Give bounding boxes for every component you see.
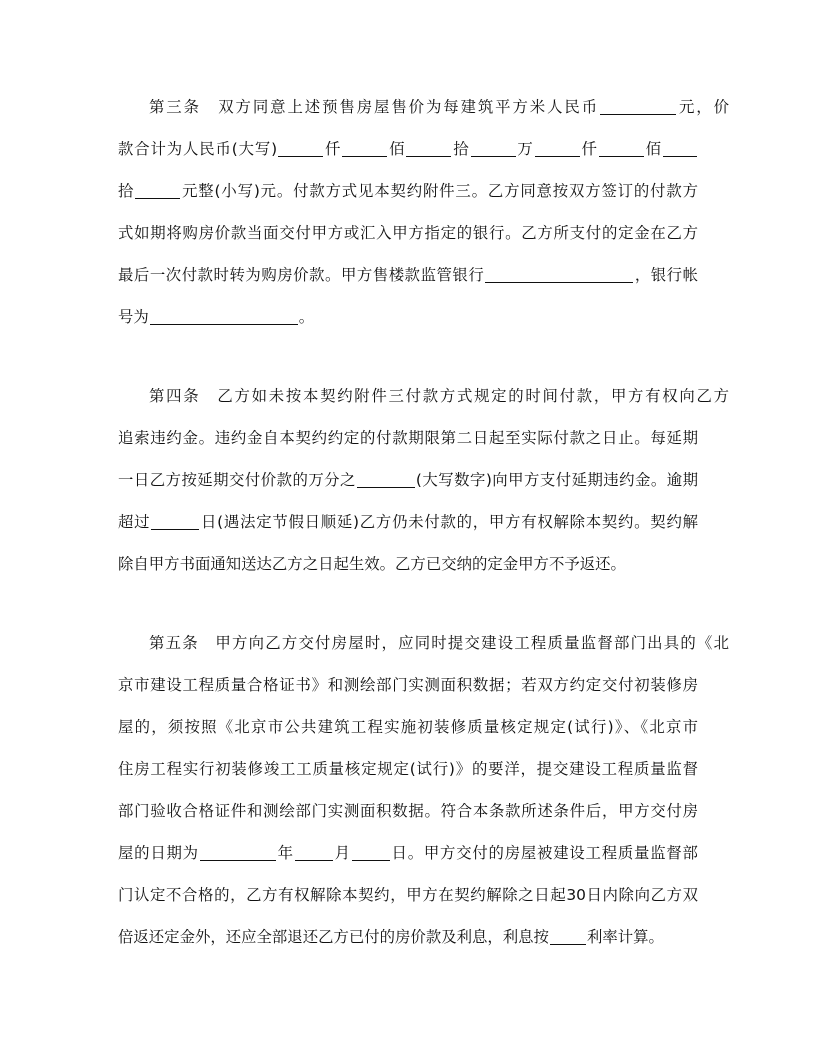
text: (大写数字)向甲方支付延期违约金。逾期	[415, 471, 698, 489]
text: 仟	[324, 140, 342, 158]
text: 日。甲方交付的房屋被建设工程质量监督部	[390, 844, 698, 862]
text: 最后一次付款时转为购房价款。甲方售楼款监管银行	[118, 266, 485, 284]
overdue-days-blank[interactable]	[151, 513, 199, 530]
article-4-line-3	[118, 467, 698, 493]
text: ，银行帐	[634, 266, 698, 284]
article-5-line-1: 第五条 甲方向乙方交付房屋时，应同时提交建设工程质量监督部门出具的《北	[149, 634, 729, 652]
text: 利率计算。	[586, 928, 664, 946]
article-5-line-7: 门认定不合格的，乙方有权解除本契约，甲方在契约解除之日起30日内除向乙方双	[118, 886, 698, 904]
text: 年	[276, 844, 294, 862]
blank[interactable]	[599, 140, 644, 157]
text: 仟	[580, 140, 598, 158]
delivery-month-blank[interactable]	[295, 844, 333, 861]
article-5-line-6	[118, 840, 698, 866]
text: 屋的日期为	[118, 844, 199, 862]
text: 拾	[118, 182, 135, 200]
article-3-line-5	[118, 262, 698, 288]
price-per-sqm-blank[interactable]	[600, 98, 676, 115]
text: 一日乙方按延期交付价款的万分之	[118, 471, 356, 489]
blank[interactable]	[535, 140, 580, 157]
blank[interactable]	[663, 140, 697, 157]
text: 元整(小写)元。付款方式见本契约附件三。乙方同意按双方签订的付款方	[181, 182, 698, 200]
text: 第三条 双方同意上述预售房屋售价为每建筑平方米人民币	[149, 98, 600, 116]
article-5-line-4: 住房工程实行初装修竣工工质量核定规定(试行)》的要洋，提交建设工程质量监督	[118, 760, 698, 778]
interest-rate-blank[interactable]	[550, 928, 586, 945]
delivery-day-blank[interactable]	[352, 844, 390, 861]
blank[interactable]	[342, 140, 387, 157]
blank[interactable]	[278, 140, 323, 157]
text: 佰	[644, 140, 662, 158]
article-4-line-1: 第四条 乙方如未按本契约附件三付款方式规定的时间付款，甲方有权向乙方	[149, 387, 729, 405]
article-5-line-8	[118, 924, 664, 950]
text: 款合计为人民币(大写)	[118, 140, 278, 158]
penalty-rate-blank[interactable]	[357, 471, 415, 488]
blank[interactable]	[135, 182, 180, 199]
article-4-line-5: 除自甲方书面通知送达乙方之日起生效。乙方已交纳的定金甲方不予返还。	[118, 555, 626, 573]
article-4-line-4	[118, 509, 698, 535]
bank-account-blank[interactable]	[150, 308, 298, 325]
article-3-line-1	[118, 94, 729, 120]
text: 佰	[388, 140, 406, 158]
article-3-line-2	[118, 136, 698, 162]
text: 超过	[118, 513, 151, 531]
article-5-line-5: 部门验收合格证件和测绘部门实测面积数据。符合本条款所述条件后，甲方交付房	[118, 802, 698, 820]
text: 拾	[452, 140, 470, 158]
blank[interactable]	[471, 140, 516, 157]
text: 月	[333, 844, 351, 862]
article-5-line-2: 京市建设工程质量合格证书》和测绘部门实测面积数据；若双方约定交付初装修房	[118, 676, 698, 694]
text: 元，价	[677, 98, 729, 116]
text: 。	[298, 308, 315, 326]
text: 日(遇法定节假日顺延)乙方仍未付款的，甲方有权解除本契约。契约解	[200, 513, 698, 531]
supervising-bank-blank[interactable]	[485, 266, 633, 283]
text: 倍返还定金外，还应全部退还乙方已付的房价款及利息，利息按	[118, 928, 549, 946]
article-3-line-3	[118, 178, 698, 204]
text: 万	[516, 140, 534, 158]
article-4-line-2: 追索违约金。违约金自本契约约定的付款期限第二日起至实际付款之日止。每延期	[118, 429, 698, 447]
text: 号为	[118, 308, 149, 326]
article-5-line-3: 屋的，须按照《北京市公共建筑工程实施初装修质量核定规定(试行)》、《北京市	[118, 718, 698, 736]
article-3-line-6	[118, 304, 314, 330]
blank[interactable]	[406, 140, 451, 157]
delivery-year-blank[interactable]	[200, 844, 276, 861]
article-3-line-4: 式如期将购房价款当面交付甲方或汇入甲方指定的银行。乙方所支付的定金在乙方	[118, 224, 698, 242]
